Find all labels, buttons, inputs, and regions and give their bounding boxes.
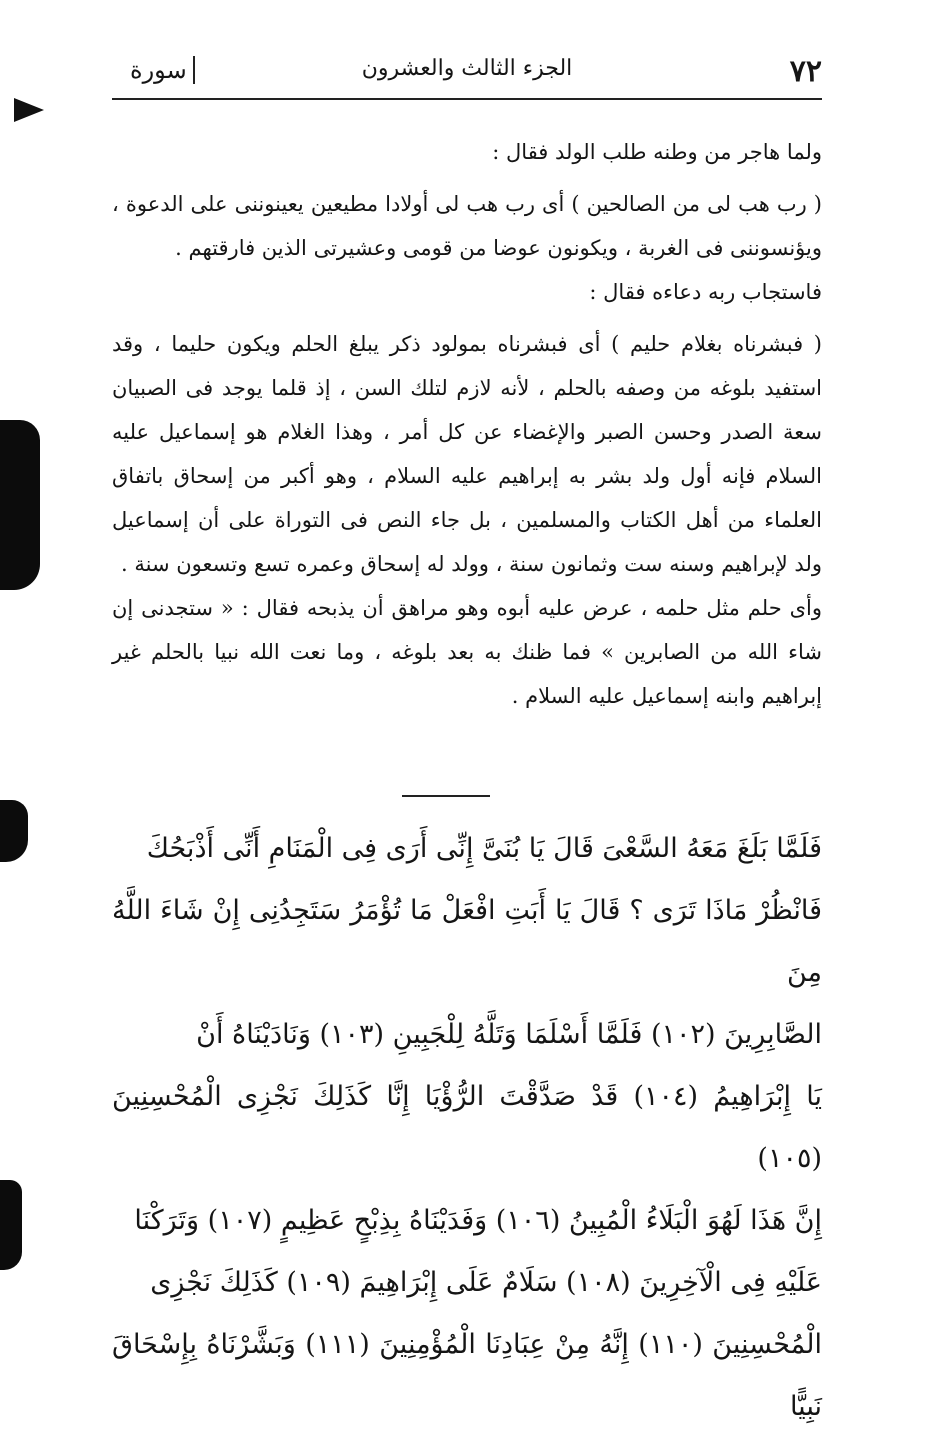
scan-mark	[0, 1180, 22, 1270]
section-divider	[402, 795, 490, 797]
verse-line: فَانْظُرْ مَاذَا تَرَى ؟ قَالَ يَا أَبَتِ افْعَلْ مَا تُؤْمَرُ سَتَجِدُنِى إِنْ شَاءَ اللَّهُ مِنَ	[112, 895, 822, 988]
commentary-paragraph: ( رب هب لى من الصالحين ) أى رب هب لى أولادا مطيعين يعينوننى على الدعوة ، ويؤنسوننى فى الغربة ، ويكونون عوضا من قومى وعشيرتى الذين فارقتهم .	[112, 192, 822, 260]
verse-line: الصَّابِرِينَ (١٠٢) فَلَمَّا أَسْلَمَا وَتَلَّهُ لِلْجَبِينِ (١٠٣) وَنَادَيْنَاهُ أَنْ	[196, 1019, 822, 1050]
verse-line: عَلَيْهِ فِى الْآخِرِينَ (١٠٨) سَلَامٌ عَلَى إِبْرَاهِيمَ (١٠٩) كَذَلِكَ نَجْزِى	[150, 1267, 822, 1298]
header-rule	[112, 98, 822, 100]
commentary-paragraph: ( فبشرناه بغلام حليم ) أى فبشرناه بمولود ذكر يبلغ الحلم ويكون حليما ، وقد استفيد بلوغه من وصفه بالحلم ، لأنه لازم لتلك السن ، إذ قلما يوجد فى الصبيان سعة الصدر وحسن الصبر والإغضاء عن كل أمر ، وهذا الغلام هو إسماعيل عليه السلام فإنه أول ولد بشر به إبراهيم عليه السلام ، وهو أكبر من إسحاق باتفاق العلماء من أهل الكتاب والمسلمين ، بل جاء النص فى التوراة على أن إسماعيل ولد لإبراهيم وسنه ست وثمانون سنة ، وولد له إسحاق وعمره تسع وتسعون سنة .	[112, 332, 822, 576]
verse-line: الْمُحْسِنِينَ (١١٠) إِنَّهُ مِنْ عِبَادِنَا الْمُؤْمِنِينَ (١١١) وَبَشَّرْنَاهُ بِإِسْحَاقَ نَبِيًّا	[112, 1329, 822, 1422]
running-title: الجزء الثالث والعشرون	[361, 56, 573, 81]
scan-mark	[0, 800, 28, 862]
commentary-section	[112, 130, 822, 718]
page-number: ٧٢	[789, 54, 822, 89]
commentary-paragraph: فاستجاب ربه دعاءه فقال :	[589, 280, 822, 304]
verse-line: يَا إِبْرَاهِيمُ (١٠٤) قَدْ صَدَّقْتَ الرُّؤْيَا إِنَّا كَذَلِكَ نَجْزِى الْمُحْسِنِينَ (١٠٥)	[112, 1081, 822, 1174]
verse-line: فَلَمَّا بَلَغَ مَعَهُ السَّعْىَ قَالَ يَا بُنَىَّ إِنِّى أَرَى فِى الْمَنَامِ أَنِّى أَذْبَحُكَ	[146, 833, 822, 864]
scan-mark	[14, 98, 44, 122]
scan-mark	[0, 420, 40, 590]
quran-verses	[112, 818, 822, 1438]
surah-label: سورة	[130, 56, 195, 84]
verse-line: إِنَّ هَذَا لَهُوَ الْبَلَاءُ الْمُبِينُ (١٠٦) وَفَدَيْنَاهُ بِذِبْحٍ عَظِيمٍ (١٠٧) وَتَرَكْنَا	[134, 1205, 822, 1236]
page-header	[112, 50, 822, 98]
commentary-paragraph: وأى حلم مثل حلمه ، عرض عليه أبوه وهو مراهق أن يذبحه فقال : « ستجدنى إن شاء الله من الصابرين » فما ظنك به بعد بلوغه ، وما نعت الله نبيا بالحلم غير إبراهيم وابنه إسماعيل عليه السلام .	[112, 596, 822, 708]
commentary-paragraph: ولما هاجر من وطنه طلب الولد فقال :	[492, 140, 822, 164]
